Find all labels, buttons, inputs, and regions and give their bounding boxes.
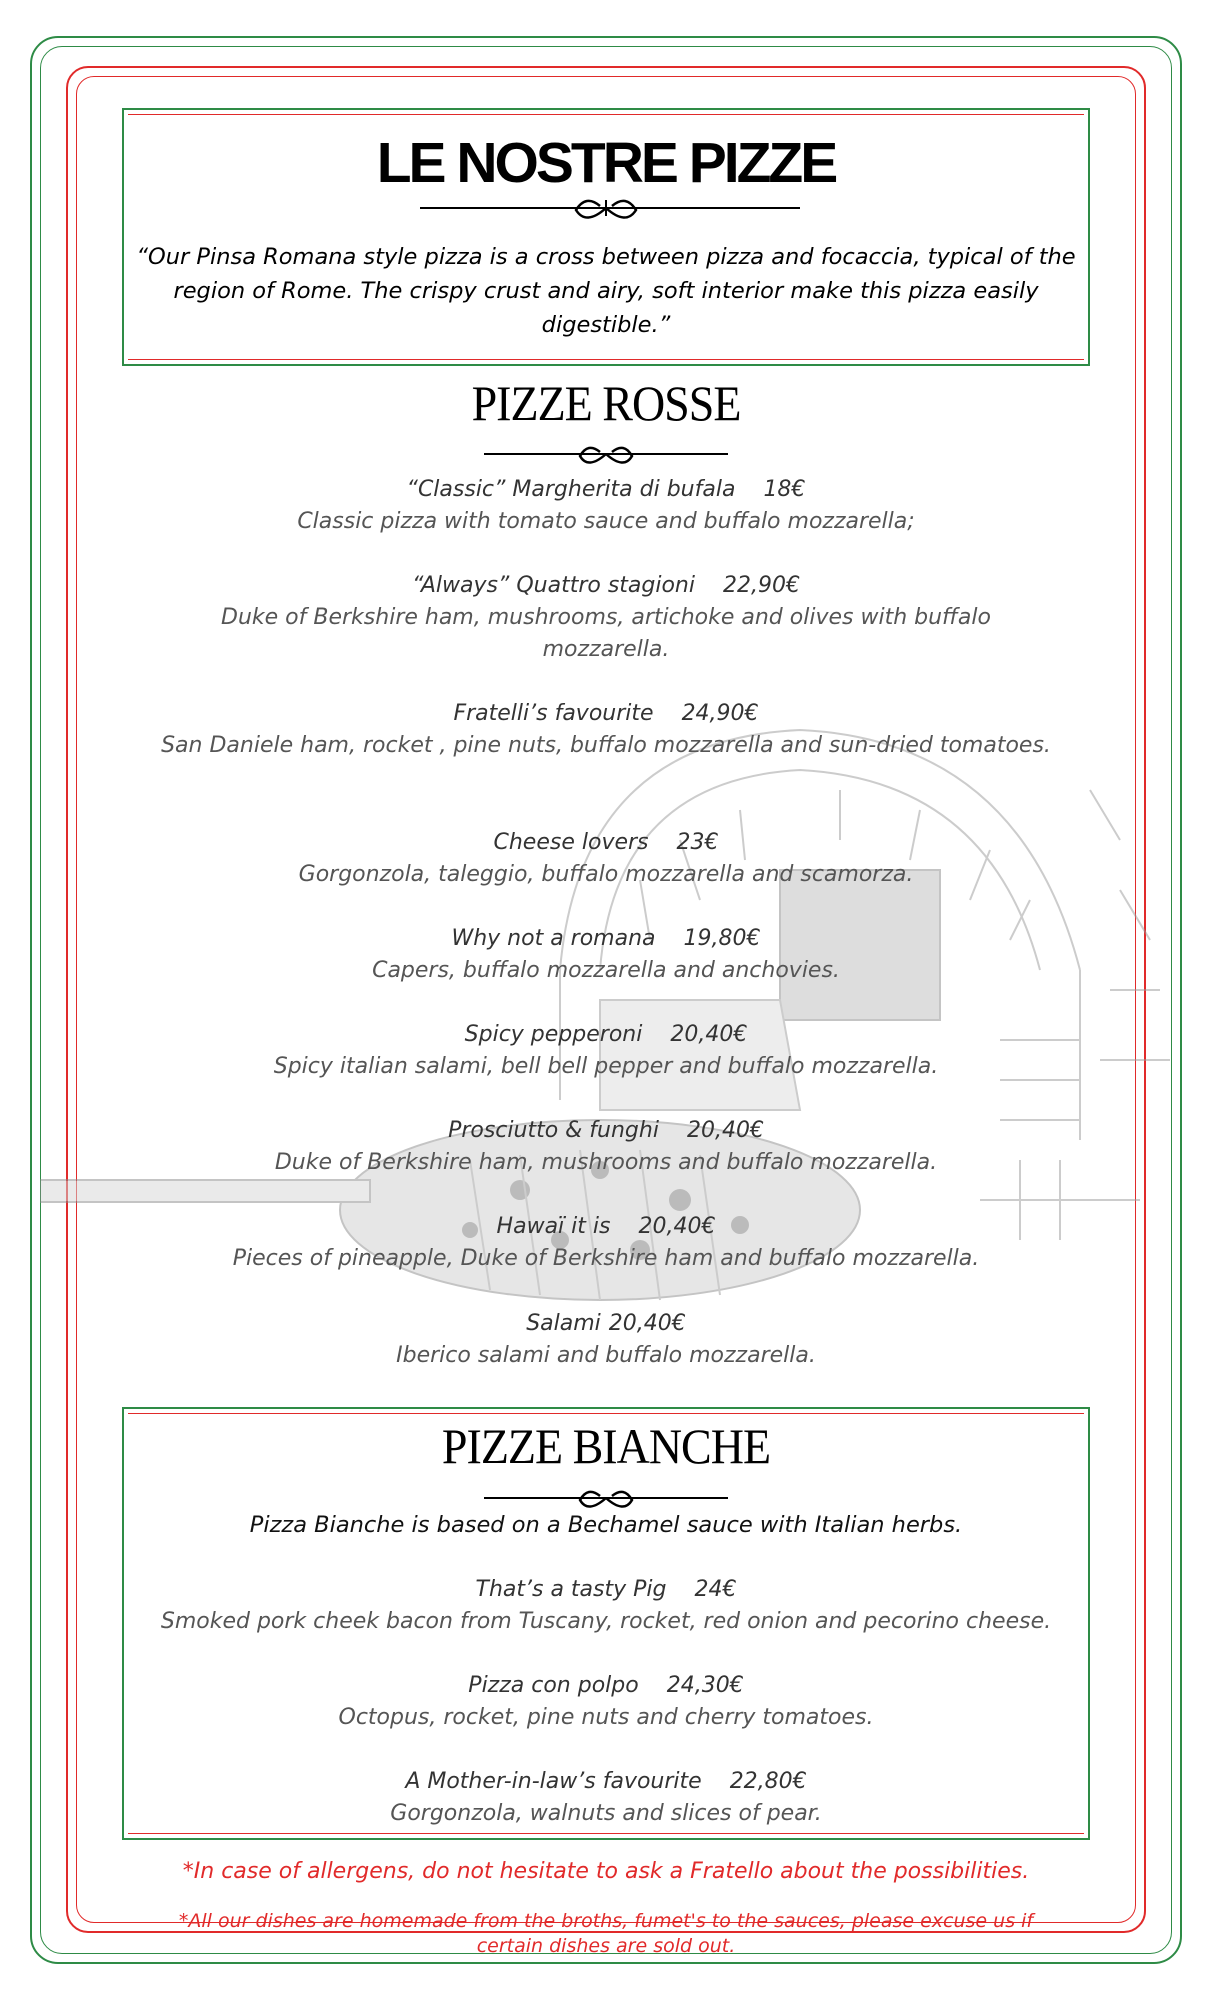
item-price: 24€ <box>694 1577 737 1602</box>
item-description: Spicy italian salami, bell bell pepper and buffalo mozzarella. <box>273 1054 939 1079</box>
item-description: Gorgonzola, walnuts and slices of pear. <box>390 1801 822 1826</box>
item-description: Gorgonzola, taleggio, buffalo mozzarella and scamorza. <box>298 862 914 887</box>
menu-item <box>160 1115 1052 1179</box>
allergen-note: *In case of allergens, do not hesitate to ask a Fratello about the possibilities. <box>182 1859 1030 1884</box>
item-name: “Classic” Margherita di bufala <box>406 477 736 502</box>
page-title: LE NOSTRE PIZZE <box>376 131 836 195</box>
menu-item <box>160 1670 1052 1734</box>
item-name: Salami <box>526 1311 601 1336</box>
menu-item <box>160 1766 1052 1830</box>
item-description: Iberico salami and buffalo mozzarella. <box>396 1343 816 1368</box>
item-price: 20,40€ <box>670 1022 748 1047</box>
menu-item <box>160 1308 1052 1372</box>
item-price: 22,90€ <box>722 573 800 598</box>
section-title-rosse: PIZZE ROSSE <box>471 375 741 432</box>
item-description: Octopus, rocket, pine nuts and cherry tomatoes. <box>338 1705 874 1730</box>
item-price: 20,40€ <box>608 1311 686 1336</box>
ornament-divider <box>0 188 1212 228</box>
item-description: Classic pizza with tomato sauce and buffalo mozzarella; <box>297 509 915 534</box>
menu-item <box>160 698 1052 762</box>
item-name: Prosciutto & funghi <box>448 1118 659 1143</box>
intro-text: “Our Pinsa Romana style pizza is a cross between pizza and focaccia, typical of the region of Rome. The crispy crust and airy, soft interior make this pizza easily digestible.” <box>136 244 1076 338</box>
menu-item <box>160 1574 1052 1638</box>
item-name: Spicy pepperoni <box>464 1022 643 1047</box>
item-description: Duke of Berkshire ham, mushrooms and buffalo mozzarella. <box>274 1150 938 1175</box>
item-name: A Mother-in-law’s favourite <box>405 1769 702 1794</box>
item-description: Capers, buffalo mozzarella and anchovies. <box>372 958 840 983</box>
menu-item <box>160 827 1052 891</box>
item-name: “Always” Quattro stagioni <box>412 573 695 598</box>
item-name: Pizza con polpo <box>468 1673 639 1698</box>
item-price: 24,30€ <box>666 1673 744 1698</box>
menu-item <box>160 570 1052 666</box>
menu-item <box>160 1211 1052 1275</box>
item-name: Fratelli’s favourite <box>453 701 654 726</box>
homemade-note: *All our dishes are homemade from the broths, fumet's to the sauces, please excuse us if certain dishes are sold out. <box>178 1910 1034 1957</box>
menu-item <box>160 474 1052 538</box>
item-price: 23€ <box>676 830 719 855</box>
item-description: Duke of Berkshire ham, mushrooms, artichoke and olives with buffalo mozzarella. <box>221 605 991 662</box>
ornament-divider <box>0 434 1212 474</box>
item-name: Cheese lovers <box>493 830 649 855</box>
item-name: That’s a tasty Pig <box>475 1577 667 1602</box>
item-description: Pieces of pineapple, Duke of Berkshire ham and buffalo mozzarella. <box>232 1246 980 1271</box>
item-name: Hawaï it is <box>496 1214 611 1239</box>
menu-item <box>160 1019 1052 1083</box>
item-price: 18€ <box>763 477 806 502</box>
item-price: 20,40€ <box>686 1118 764 1143</box>
section-title-bianche: PIZZE BIANCHE <box>441 1418 771 1475</box>
item-name: Why not a romana <box>451 926 656 951</box>
item-price: 20,40€ <box>638 1214 716 1239</box>
item-price: 24,90€ <box>681 701 759 726</box>
item-price: 22,80€ <box>729 1769 807 1794</box>
item-description: Smoked pork cheek bacon from Tuscany, rocket, red onion and pecorino cheese. <box>160 1609 1052 1634</box>
item-price: 19,80€ <box>683 926 761 951</box>
bianche-intro: Pizza Bianche is based on a Bechamel sauce with Italian herbs. <box>249 1512 963 1538</box>
item-description: San Daniele ham, rocket , pine nuts, buffalo mozzarella and sun-dried tomatoes. <box>161 733 1051 758</box>
menu-item <box>160 923 1052 987</box>
